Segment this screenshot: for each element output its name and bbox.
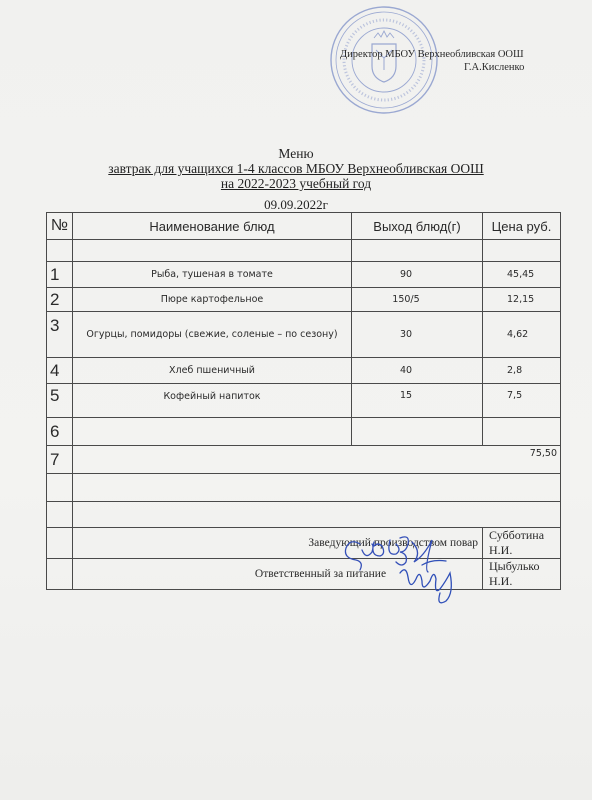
signature-row-responsible: [47, 559, 561, 590]
header-number: №: [47, 213, 73, 240]
menu-table: [46, 212, 561, 590]
chef-label: Заведующий производством повар: [73, 528, 483, 559]
table-row: [47, 384, 561, 418]
table-row: [47, 418, 561, 446]
row-number: 4: [47, 358, 73, 384]
header-output: Выход блюд(г): [352, 213, 483, 240]
row-output: 40: [352, 358, 483, 384]
responsible-label: Ответственный за питание: [73, 559, 483, 590]
row-dish-name: Пюре картофельное: [73, 288, 352, 312]
row-output: 90: [352, 262, 483, 288]
menu-school-year: на 2022-2023 учебный год: [220, 176, 372, 191]
row-number: 6: [47, 418, 73, 446]
row-dish-name: Хлеб пшеничный: [73, 358, 352, 384]
row-price: [483, 418, 561, 446]
menu-subtitle: завтрак для учащихся 1-4 классов МБОУ Верхнеобливская ООШ: [108, 161, 484, 176]
total-price: 75,50: [73, 446, 561, 474]
table-row: [47, 262, 561, 288]
table-row-empty: [47, 502, 561, 528]
approval-director-name: Г.А.Кисленко: [464, 62, 525, 73]
responsible-signature: [392, 555, 472, 605]
row-output: 15: [352, 384, 483, 418]
row-dish-name: Рыба, тушеная в томате: [73, 262, 352, 288]
header-dish-name: Наименование блюд: [73, 213, 352, 240]
row-price: 7,5: [483, 384, 561, 418]
row-number: 2: [47, 288, 73, 312]
row-price: 2,8: [483, 358, 561, 384]
row-dish-name: [73, 418, 352, 446]
row-number: 3: [47, 312, 73, 358]
row-number: 1: [47, 262, 73, 288]
row-dish-name: Огурцы, помидоры (свежие, соленые – по сезону): [73, 312, 352, 358]
row-dish-name: Кофейный напиток: [73, 384, 352, 418]
approval-director-line: Директор МБОУ Верхнеобливская ООШ: [340, 49, 524, 60]
signature-row-chef: [47, 528, 561, 559]
row-price: 4,62: [483, 312, 561, 358]
menu-title: Меню: [278, 146, 314, 161]
row-output: 150/5: [352, 288, 483, 312]
table-row: [47, 358, 561, 384]
row-output: [352, 418, 483, 446]
table-header-row: [47, 213, 561, 240]
table-row: [47, 288, 561, 312]
table-row-empty: [47, 240, 561, 262]
responsible-name: Цыбулько Н.И.: [483, 559, 561, 590]
row-number: 5: [47, 384, 73, 418]
table-row-total: [47, 446, 561, 474]
row-price: 12,15: [483, 288, 561, 312]
chef-name: Субботина Н.И.: [483, 528, 561, 559]
row-price: 45,45: [483, 262, 561, 288]
menu-date: 09.09.2022г: [264, 197, 328, 212]
header-price: Цена руб.: [483, 213, 561, 240]
approval-block: [340, 48, 524, 74]
table-row: [47, 312, 561, 358]
total-row-number: 7: [47, 446, 73, 474]
row-output: 30: [352, 312, 483, 358]
table-row-empty: [47, 474, 561, 502]
